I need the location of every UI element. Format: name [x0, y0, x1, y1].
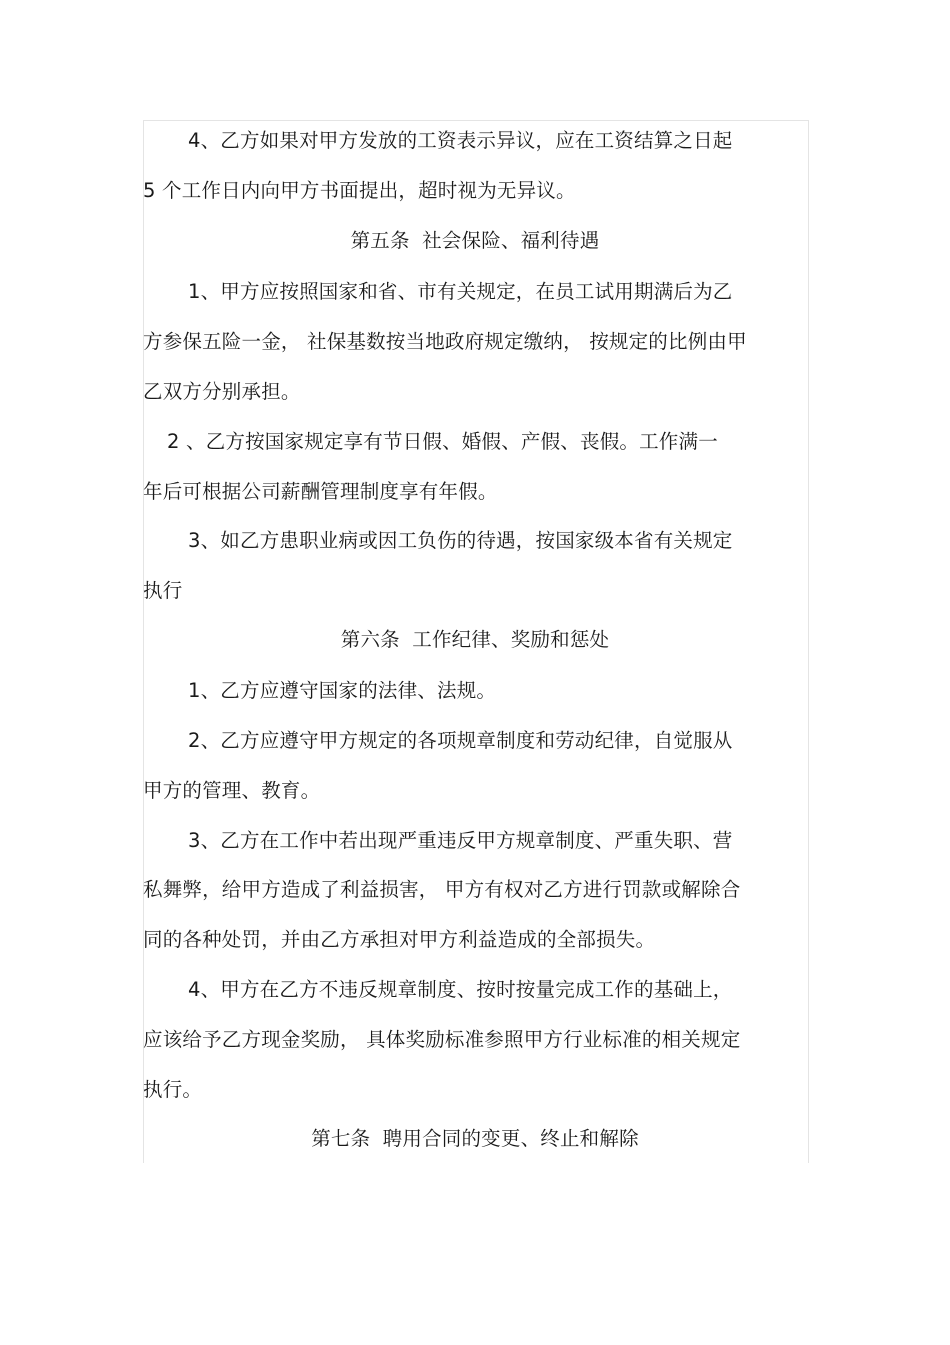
paragraph-line: 年后可根据公司薪酬管理制度享有年假。 [143, 480, 498, 503]
paragraph-line: 应该给予乙方现金奖励， 具体奖励标准参照甲方行业标准的相关规定 [143, 1028, 741, 1051]
paragraph-line: 同的各种处罚，并由乙方承担对甲方利益造成的全部损失。 [143, 928, 656, 951]
paragraph-line: 执行。 [143, 1078, 203, 1101]
paragraph-line: 1、乙方应遵守国家的法律、法规。 [188, 679, 497, 702]
paragraph-line: 2 、乙方按国家规定享有节日假、婚假、产假、丧假。工作满一 [167, 430, 718, 453]
paragraph-line: 1、甲方应按照国家和省、市有关规定，在员工试用期满后为乙 [188, 280, 733, 303]
section-heading: 第六条 工作纪律、奖励和惩处 [340, 628, 610, 651]
paragraph-line: 2、乙方应遵守甲方规定的各项规章制度和劳动纪律，自觉服从 [188, 729, 733, 752]
paragraph-line: 3、乙方在工作中若出现严重违反甲方规章制度、严重失职、营 [188, 829, 733, 852]
paragraph-line: 4、甲方在乙方不违反规章制度、按时按量完成工作的基础上， [188, 978, 733, 1001]
paragraph-line: 方参保五险一金， 社保基数按当地政府规定缴纳， 按规定的比例由甲 [143, 330, 747, 353]
paragraph-line: 甲方的管理、教育。 [143, 779, 321, 802]
paragraph-line: 3、如乙方患职业病或因工负伤的待遇，按国家级本省有关规定 [188, 529, 733, 552]
section-heading: 第五条 社会保险、福利待遇 [350, 229, 600, 252]
section-heading: 第七条 聘用合同的变更、终止和解除 [311, 1127, 639, 1150]
paragraph-line: 私舞弊，给甲方造成了利益损害， 甲方有权对乙方进行罚款或解除合 [143, 878, 741, 901]
paragraph-line: 4、乙方如果对甲方发放的工资表示异议，应在工资结算之日起 [188, 129, 733, 152]
paragraph-line: 5 个工作日内向甲方书面提出，超时视为无异议。 [143, 179, 576, 202]
paragraph-line: 执行 [143, 579, 183, 602]
paragraph-line: 乙双方分别承担。 [143, 380, 301, 403]
